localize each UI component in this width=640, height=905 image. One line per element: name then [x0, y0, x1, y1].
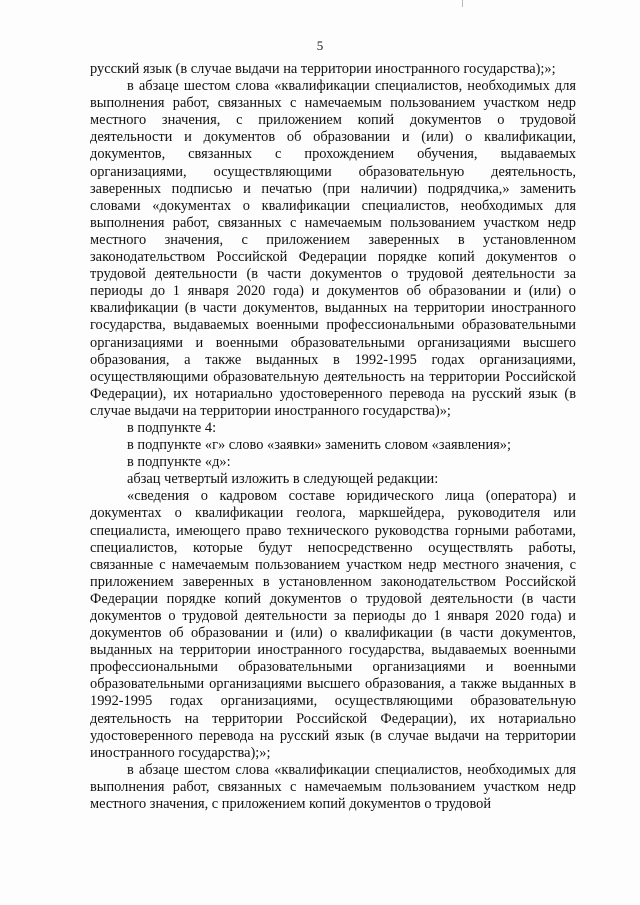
paragraph-subpoint-d: в подпункте «д»: — [127, 454, 231, 471]
paragraph-abzac-4-intro: абзац четвертый изложить в следующей редакции: — [127, 471, 439, 488]
paragraph-abzac-4-new-text: «сведения о кадровом составе юридического лица (оператора) и документах о квалификации геолога, маркшейдера, руководителя или специалиста, имеющего право технического руководства горными работами, специалистов, которые будут непосредственно осуществлять работы, связанные с намечаемым пользованием участком недр местного значения, с приложением заверенных в установленном законодательством Российской Федерации порядке копий документов о трудовой деятельности (в части документов о трудовой деятельности за периоды до 1 января 2020 года) и документов об образовании и (или) о квалификации (в части документов, выданных на территории иностранного государства, выдаваемых военными профессиональными образовательными организациями и военными образовательными организациями высшего образования, а также выданных в 1992-1995 годах организациями, осуществляющими образовательную деятельность на территории Российской Федерации), их нотариально удостоверенного перевода на русский язык (в случае выдачи на территории иностранного государства);»; — [90, 488, 576, 761]
paragraph-amendment-abzac-6-second: в абзаце шестом слова «квалификации специалистов, необходимых для выполнения работ, связанных с намечаемым пользованием участком недр местного значения, с приложением копий документов о трудовой — [90, 761, 576, 813]
page-number: 5 — [316, 38, 324, 53]
paragraph-continuation: русский язык (в случае выдачи на территории иностранного государства);»; — [90, 61, 556, 77]
scan-edge-mark — [462, 0, 463, 7]
paragraph-subpoint-g: в подпункте «г» слово «заявки» заменить словом «заявления»; — [127, 437, 511, 454]
paragraph-subpoint-4: в подпункте 4: — [127, 419, 217, 436]
paragraph-amendment-abzac-6: в абзаце шестом слова «квалификации специалистов, необходимых для выполнения работ, связанных с намечаемым пользованием участком недр местного значения, с приложением копий документов о трудовой деятельности и документов об образовании и (или) о квалификации, документов, связанных с прохождением обучения, выдаваемых организациями, осуществляющими образовательную деятельность, заверенных подписью и печатью (при наличии) подрядчика,» заменить словами «документах о квалификации специалистов, необходимых для выполнения работ, связанных с намечаемым пользованием участком недр местного значения, с приложением заверенных в установленном законодательством Российской Федерации порядке копий документов о трудовой деятельности (в части документов о трудовой деятельности за периоды до 1 января 2020 года) и документов об образовании и (или) о квалификации (в части документов, выданных на территории иностранного государства, выдаваемых военными профессиональными образовательными организациями и военными образовательными организациями высшего образования, а также выданных в 1992-1995 годах организациями, осуществляющими образовательную деятельность на территории Российской Федерации), их нотариально удостоверенного перевода на русский язык (в случае выдачи на территории иностранного государства)»; — [90, 78, 576, 419]
document-body — [90, 61, 576, 813]
